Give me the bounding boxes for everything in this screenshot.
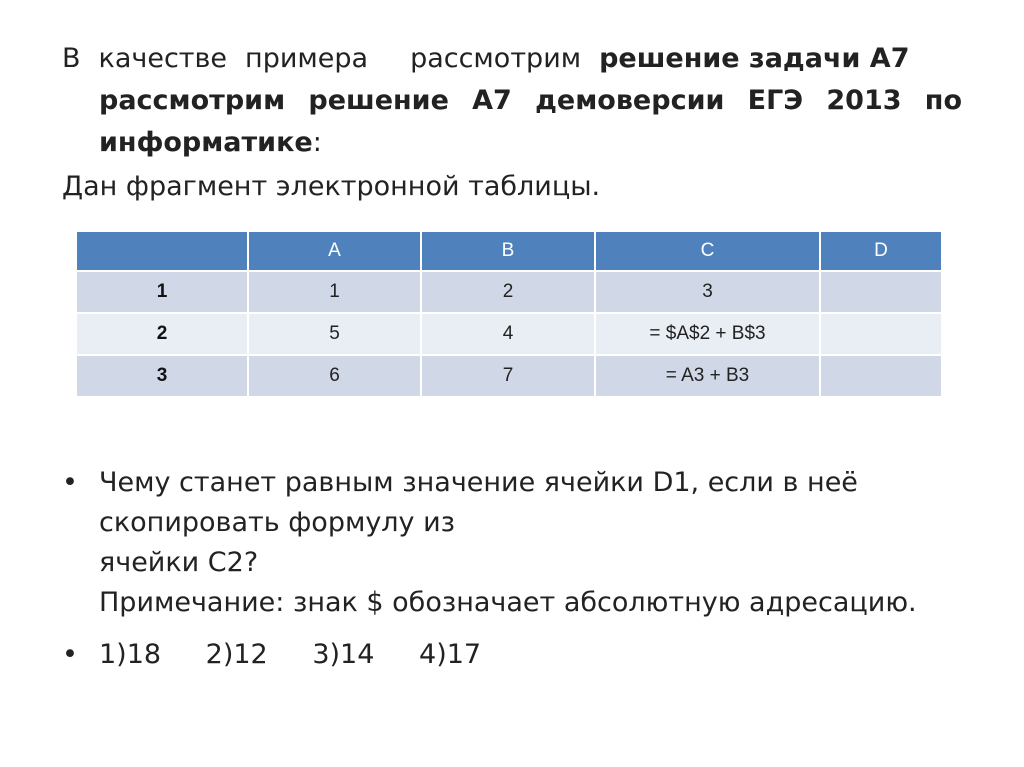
answer-option-1: 1)18 bbox=[99, 639, 162, 670]
intro-word: примера bbox=[245, 43, 369, 74]
question-line: скопировать формулу из bbox=[99, 507, 456, 538]
column-header-d: D bbox=[820, 231, 942, 271]
table-row bbox=[76, 271, 942, 313]
row-header-3: 3 bbox=[76, 355, 248, 397]
answer-option-4: 4)17 bbox=[419, 639, 482, 670]
cell-a2: 5 bbox=[248, 313, 421, 355]
column-header-b: B bbox=[421, 231, 595, 271]
cell-d2 bbox=[820, 313, 942, 355]
answer-options bbox=[99, 635, 982, 675]
header-row bbox=[76, 231, 942, 271]
table-row bbox=[76, 355, 942, 397]
intro-word: рассмотрим bbox=[410, 43, 582, 74]
intro-line-2 bbox=[62, 80, 962, 122]
given-text: Дан фрагмент электронной таблицы. bbox=[62, 171, 601, 202]
cell-d3 bbox=[820, 355, 942, 397]
intro-colon: : bbox=[312, 127, 322, 158]
intro-line-3 bbox=[62, 122, 962, 164]
column-header-c: C bbox=[595, 231, 820, 271]
cell-b2: 4 bbox=[421, 313, 595, 355]
intro-bold-text: рассмотрим решение А7 демоверсии ЕГЭ 2013 по bbox=[99, 85, 962, 116]
answer-option-3: 3)14 bbox=[312, 639, 375, 670]
corner-cell bbox=[76, 231, 248, 271]
question-text bbox=[99, 463, 982, 623]
question-line: Чему станет равным значение ячейки D1, если в неё bbox=[99, 467, 858, 498]
question-line: ячейки C2? bbox=[99, 547, 259, 578]
cell-b3: 7 bbox=[421, 355, 595, 397]
intro-line-1 bbox=[62, 38, 962, 80]
intro-paragraph bbox=[62, 38, 962, 164]
row-header-2: 2 bbox=[76, 313, 248, 355]
cell-a1: 1 bbox=[248, 271, 421, 313]
answers-item bbox=[62, 635, 982, 675]
answer-option-2: 2)12 bbox=[205, 639, 268, 670]
cell-d1 bbox=[820, 271, 942, 313]
table-row bbox=[76, 313, 942, 355]
intro-bold-text: решение задачи А7 bbox=[599, 43, 910, 74]
cell-b1: 2 bbox=[421, 271, 595, 313]
intro-word: качестве bbox=[98, 43, 228, 74]
spreadsheet-fragment bbox=[75, 230, 943, 398]
question-item bbox=[62, 463, 982, 623]
question-note: Примечание: знак $ обозначает абсолютную адресацию. bbox=[99, 587, 917, 618]
column-header-a: A bbox=[248, 231, 421, 271]
cell-c1: 3 bbox=[595, 271, 820, 313]
bullet-icon: • bbox=[62, 639, 78, 670]
question-list bbox=[62, 463, 982, 675]
bullet-icon: • bbox=[62, 467, 78, 498]
row-header-1: 1 bbox=[76, 271, 248, 313]
cell-a3: 6 bbox=[248, 355, 421, 397]
intro-bold-text: информатике bbox=[99, 127, 313, 158]
intro-word: В bbox=[62, 43, 81, 74]
cell-c2: = $A$2 + B$3 bbox=[595, 313, 820, 355]
cell-c3: = A3 + B3 bbox=[595, 355, 820, 397]
